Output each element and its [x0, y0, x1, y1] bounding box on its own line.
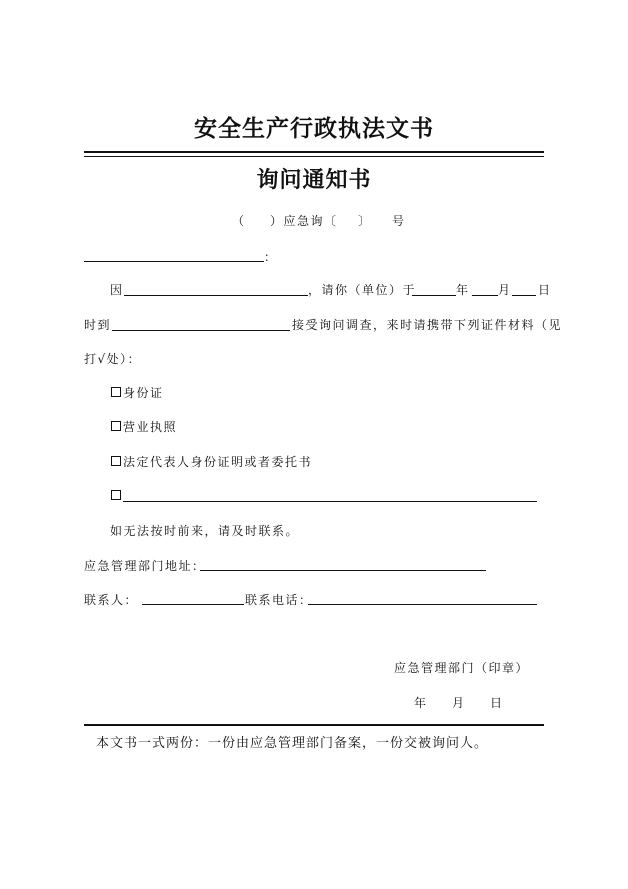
because-label: 因 [110, 283, 124, 297]
document-title: 安全生产行政执法文书 [194, 115, 434, 142]
checkbox-legal-rep-proof[interactable] [111, 456, 121, 466]
contact-note: 如无法按时前来，请及时联系。 [110, 524, 300, 538]
month-blank[interactable] [472, 295, 498, 296]
address-label: 应急管理部门地址： [84, 559, 206, 573]
day-blank[interactable] [512, 295, 536, 296]
time-to-label: 时到 [84, 318, 112, 332]
please-you-text: ，请你（单位）于 [308, 283, 417, 297]
doc-number-open-paren: （ [232, 214, 246, 228]
year-blank[interactable] [412, 295, 456, 296]
contact-phone-blank[interactable] [308, 604, 537, 605]
checkbox-label-business-license: 营业执照 [123, 420, 178, 434]
document-subtitle: 询问通知书 [256, 167, 372, 193]
reason-blank[interactable] [124, 295, 308, 296]
receive-inquiry-text: 接受询问调查，来时请携带下列证件材料（见 [292, 318, 563, 332]
footer-divider [84, 724, 544, 726]
day-label: 日 [538, 283, 552, 297]
addressee-colon: ： [264, 250, 278, 264]
address-blank[interactable] [200, 570, 486, 571]
checkbox-business-license[interactable] [111, 421, 121, 431]
title-divider-thin [84, 156, 544, 157]
contact-phone-label: 联系电话： [245, 593, 313, 607]
checkbox-other[interactable] [111, 490, 121, 500]
department-seal: 应急管理部门（印章） [394, 661, 530, 675]
title-divider-thick [84, 151, 544, 153]
signature-year: 年 [414, 696, 428, 710]
checkbox-label-id-card: 身份证 [123, 386, 164, 400]
checkbox-label-legal-rep-proof: 法定代表人身份证明或者委托书 [123, 455, 313, 469]
doc-number-prefix: ）应急询〔 [270, 214, 338, 228]
doc-number-suffix: 号 [392, 214, 406, 228]
location-blank[interactable] [112, 330, 290, 331]
year-label: 年 [456, 283, 470, 297]
other-material-blank[interactable] [123, 501, 537, 502]
month-label: 月 [498, 283, 512, 297]
signature-month: 月 [452, 696, 466, 710]
signature-day: 日 [490, 696, 504, 710]
contact-person-label: 联系人： [84, 593, 139, 607]
mark-instruction-text: 打√处）： [84, 352, 142, 366]
doc-number-close-bracket: 〕 [358, 214, 372, 228]
footer-note: 本文书一式两份：一份由应急管理部门备案，一份交被询问人。 [96, 736, 489, 751]
checkbox-id-card[interactable] [111, 387, 121, 397]
contact-person-blank[interactable] [142, 604, 244, 605]
addressee-blank[interactable] [84, 261, 264, 262]
